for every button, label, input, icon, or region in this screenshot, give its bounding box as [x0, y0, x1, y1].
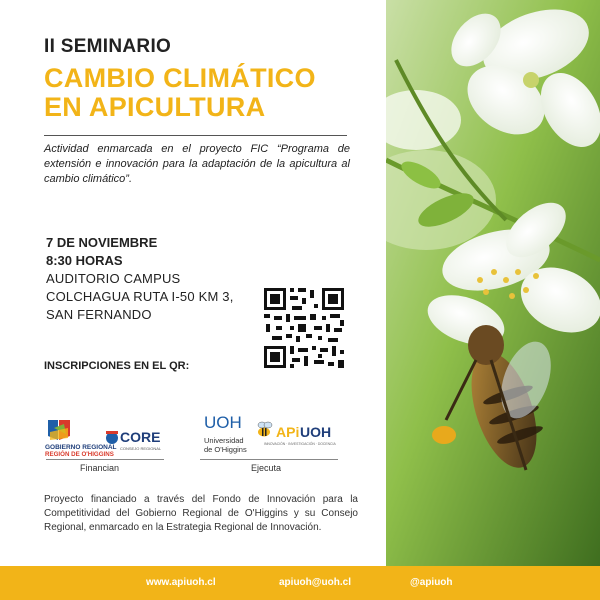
registration-qr-code[interactable] [262, 286, 346, 370]
venue-line-1: AUDITORIO CAMPUS [46, 271, 181, 286]
apiuoh-logo [258, 422, 336, 446]
venue-line-2: COLCHAGUA RUTA I-50 KM 3, [46, 289, 234, 304]
footer-social-handle[interactable]: @apiuoh [410, 577, 453, 588]
gobierno-line-1: GOBIERNO REGIONAL [45, 444, 117, 451]
apiuoh-subtitle: INNOVACIÓN · INVESTIGACIÓN · DOCENCIA [264, 442, 336, 446]
gobierno-regional-logo [45, 420, 117, 458]
financian-caption: Financian [80, 463, 120, 473]
uoh-subtitle-1: Universidad [204, 436, 244, 445]
bee-on-blossom-photo [386, 0, 600, 566]
title-line-1: CAMBIO CLIMÁTICO [44, 63, 316, 93]
venue-line-3: SAN FERNANDO [46, 307, 152, 322]
event-details [46, 234, 234, 324]
registration-label: INSCRIPCIONES EN EL QR: [44, 360, 190, 372]
core-subtitle: CONSEJO REGIONAL [120, 446, 162, 451]
core-wordmark: CORE [120, 429, 161, 445]
title-divider [44, 135, 347, 136]
apiuoh-wordmark-b: UOH [300, 424, 332, 440]
apiuoh-wordmark-a: APi [276, 424, 300, 440]
financian-divider [46, 459, 164, 460]
executor-logos [202, 410, 362, 460]
uoh-subtitle-2: de O'Higgins [204, 445, 247, 454]
poster-title [44, 64, 316, 122]
funder-logos [44, 418, 174, 458]
footer-website-link[interactable]: www.apiuoh.cl [146, 577, 216, 588]
uoh-logo [204, 413, 247, 454]
intro-text: Actividad enmarcada en el proyecto FIC “Programa de extensión e innovación para la adaptación de la apicultura al cambio climático”. [44, 143, 350, 185]
footer-email-link[interactable]: apiuoh@uoh.cl [279, 577, 351, 588]
funding-statement: Proyecto financiado a través del Fondo de Innovación para la Competitividad del Gobierno Regional de O'Higgins y su Consejo Regional, enmarcado en la Estrategia Regional de Innovación. [44, 494, 358, 533]
seminar-kicker: II SEMINARIO [44, 36, 172, 57]
title-line-2: EN APICULTURA [44, 92, 266, 122]
event-time: 8:30 HORAS [46, 253, 123, 268]
ejecuta-divider [200, 459, 338, 460]
footer-bar [0, 566, 600, 600]
ejecuta-caption: Ejecuta [251, 463, 282, 473]
event-date: 7 DE NOVIEMBRE [46, 235, 158, 250]
gobierno-line-2: REGIÓN DE O'HIGGINS [45, 451, 114, 458]
bee-icon [258, 422, 272, 437]
uoh-wordmark: UOH [204, 413, 242, 432]
